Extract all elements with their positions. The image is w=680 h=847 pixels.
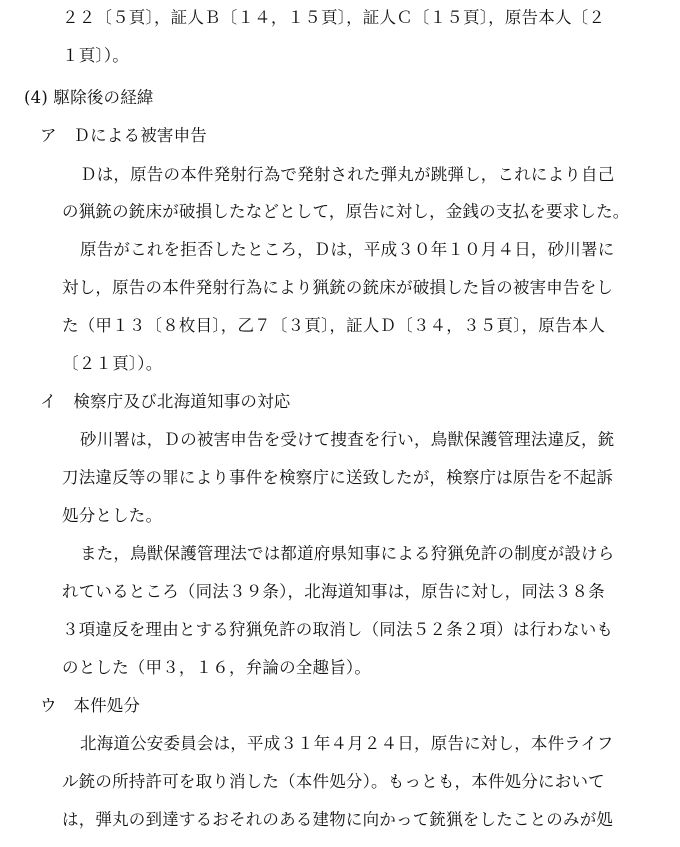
subsection-heading: ア Ｄによる被害申告	[40, 126, 207, 145]
text-line: 対し，原告の本件発射行為により猟銃の銃床が破損した旨の被害申告をし	[62, 278, 614, 297]
text-line: また，鳥獣保護管理法では都道府県知事による狩猟免許の制度が設けら	[80, 544, 615, 563]
subsection-heading: イ 検察庁及び北海道知事の対応	[40, 392, 291, 411]
subsection-heading: ウ 本件処分	[40, 696, 141, 715]
text-line: 北海道公安委員会は，平成３１年４月２４日，原告に対し，本件ライフ	[80, 734, 614, 753]
text-line: １頁〕）。	[62, 46, 129, 65]
text-line: は，弾丸の到達するおそれのある建物に向かって銃猟をしたことのみが処	[62, 810, 614, 829]
text-line: た（甲１３〔８枚目〕，乙７〔３頁〕，証人Ｄ〔３４，３５頁〕，原告本人	[62, 316, 606, 335]
text-line: れているところ（同法３９条），北海道知事は，原告に対し，同法３８条	[62, 582, 605, 601]
text-line: ル銃の所持許可を取り消した（本件処分）。もっとも，本件処分において	[62, 772, 605, 791]
text-line: 処分とした。	[62, 506, 163, 525]
text-line: Ｄは，原告の本件発射行為で発射された弾丸が跳弾し，これにより自己	[80, 165, 615, 184]
text-line: の猟銃の銃床が破損したなどとして，原告に対し，金銭の支払を要求した。	[62, 202, 630, 221]
text-line: 〔２１頁〕）。	[62, 354, 163, 373]
text-line: 原告がこれを拒否したところ，Ｄは，平成３０年１０月４日，砂川署に	[80, 240, 615, 259]
text-line: ３項違反を理由とする狩猟免許の取消し（同法５２条２項）は行わないも	[62, 620, 614, 639]
text-line: 砂川署は，Ｄの被害申告を受けて捜査を行い，鳥獣保護管理法違反，銃	[80, 430, 615, 449]
text-line: 刀法違反等の罪により事件を検察庁に送致したが，検察庁は原告を不起訴	[62, 468, 614, 487]
text-line: のとした（甲３，１６，弁論の全趣旨）。	[62, 658, 372, 677]
section-heading: (4) 駆除後の経緯	[24, 88, 154, 107]
text-line: ２２〔５頁〕，証人Ｂ〔１４，１５頁〕，証人Ｃ〔１５頁〕，原告本人〔２	[62, 8, 606, 27]
